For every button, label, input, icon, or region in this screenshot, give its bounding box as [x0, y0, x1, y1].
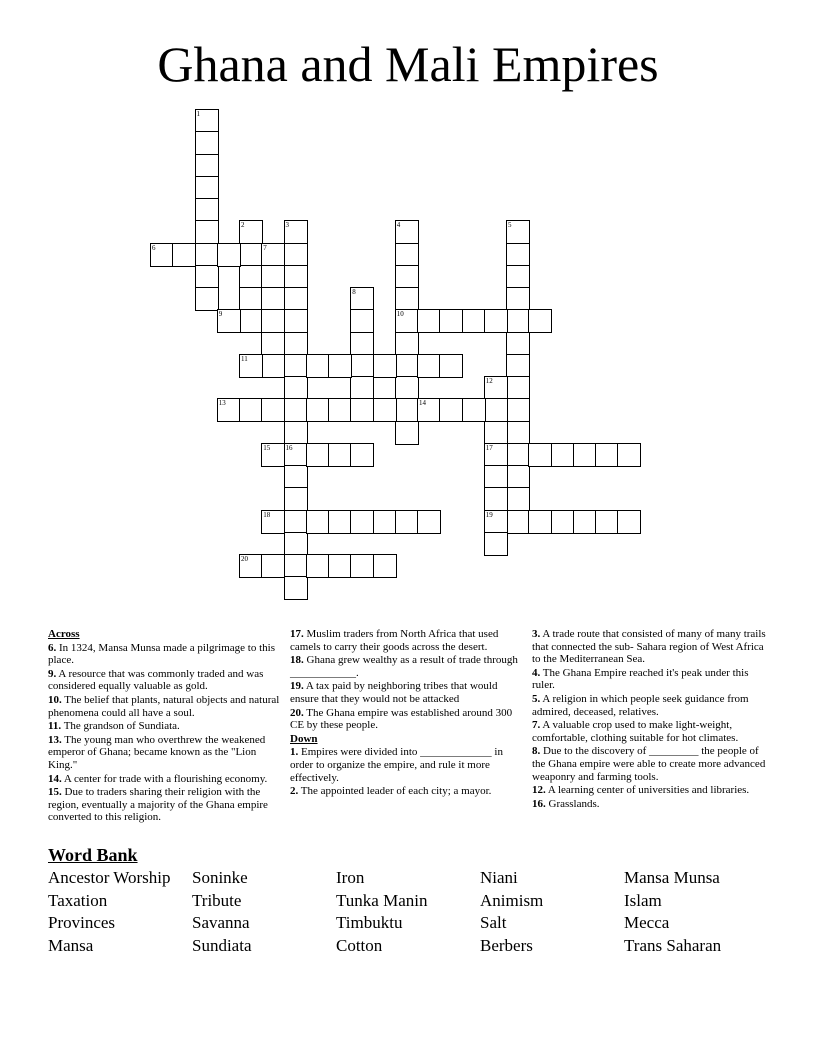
clue	[290, 707, 522, 732]
crossword-cell[interactable]	[484, 510, 508, 534]
word-bank-word: Tribute	[192, 890, 242, 910]
clue-number: 7	[263, 243, 267, 252]
crossword-cell[interactable]	[239, 265, 263, 289]
crossword-cell[interactable]	[261, 510, 285, 534]
clue	[532, 784, 772, 797]
clue-num: 9.	[48, 667, 57, 680]
clue-text: A religion in which people seek guidance from admired, deceased, relatives.	[532, 692, 749, 718]
word-bank-word: Mansa	[48, 935, 94, 955]
crossword-cell[interactable]	[217, 243, 241, 267]
clue-text: The appointed leader of each city; a mayor.	[298, 785, 492, 798]
word-bank-word: Sundiata	[192, 935, 252, 955]
crossword-cell[interactable]	[284, 332, 308, 356]
crossword-cell[interactable]	[395, 243, 419, 267]
clue	[290, 654, 522, 679]
clue-num: 7.	[532, 719, 541, 732]
clue	[532, 628, 772, 666]
clue-number: 18	[263, 510, 271, 519]
crossword-cell[interactable]	[528, 309, 552, 333]
clue-text: In 1324, Mansa Munsa made a pilgrimage to this place.	[48, 641, 275, 667]
crossword-cell[interactable]	[484, 309, 508, 333]
crossword-cell[interactable]	[261, 287, 285, 311]
clue	[48, 668, 280, 693]
word-bank-word: Soninke	[192, 868, 248, 887]
clue	[48, 720, 280, 733]
clue	[48, 734, 280, 772]
crossword-cell[interactable]	[284, 287, 308, 311]
crossword-cell[interactable]	[484, 421, 508, 445]
crossword-cell[interactable]	[239, 554, 263, 578]
crossword-cell[interactable]	[261, 309, 285, 333]
clue-number: 6	[152, 243, 156, 252]
clue-number: 4	[396, 221, 401, 230]
crossword-cell[interactable]	[373, 354, 397, 378]
crossword-cell[interactable]	[506, 465, 530, 489]
crossword-cell[interactable]	[328, 354, 352, 378]
clue-num: 13.	[48, 733, 62, 746]
clue-num: 2.	[290, 785, 299, 798]
crossword-cell[interactable]	[506, 265, 530, 289]
clue-number: 12	[485, 377, 493, 385]
crossword-cell[interactable]	[306, 554, 330, 578]
clue-text: The Ghana empire was established around 300 CE by these people.	[290, 706, 513, 732]
crossword-cell[interactable]	[506, 421, 530, 445]
clue	[532, 667, 772, 692]
word-bank-word: Islam	[624, 890, 662, 910]
word-bank-word: Taxation	[48, 890, 108, 910]
clue	[48, 694, 280, 719]
clue-text: Muslim traders from North Africa that used camels to carry their goods across the desert.	[290, 628, 499, 653]
clues-column-1	[48, 628, 280, 825]
crossword-cell[interactable]	[284, 354, 308, 378]
crossword-cell[interactable]	[284, 443, 308, 467]
clue	[532, 798, 772, 811]
clue-num: 10.	[48, 693, 62, 706]
crossword-cell[interactable]	[506, 287, 530, 311]
clue-text: The belief that plants, natural objects and natural phenomena could all have a soul.	[48, 693, 280, 719]
across-heading: Across	[48, 628, 80, 640]
crossword-cell[interactable]	[284, 309, 308, 333]
crossword-cell[interactable]	[395, 287, 419, 311]
clue-text: Due to the discovery of _________ the people of the Ghana empire were able to create more advanced weaponry and farming tools.	[532, 745, 766, 783]
crossword-cell[interactable]	[328, 554, 352, 578]
puzzle-title: Ghana and Mali Empires	[157, 36, 659, 92]
crossword-cell[interactable]	[395, 421, 419, 445]
clue-text: A resource that was commonly traded and was considered equally valuable as gold.	[48, 667, 264, 693]
crossword-cell[interactable]	[261, 443, 285, 467]
crossword-cell[interactable]	[195, 154, 219, 178]
crossword-cell[interactable]	[306, 443, 330, 467]
crossword-cell[interactable]	[195, 198, 219, 222]
crossword-cell[interactable]	[284, 465, 308, 489]
crossword-cell[interactable]	[395, 376, 419, 400]
clue-num: 8.	[532, 745, 541, 758]
clue-text: Grasslands.	[545, 797, 600, 810]
crossword-cell[interactable]	[373, 398, 397, 422]
crossword-cell[interactable]	[462, 309, 486, 333]
crossword-cell[interactable]	[328, 443, 352, 467]
word-bank-word: Mecca	[624, 913, 670, 933]
clue-num: 6.	[48, 641, 57, 654]
clue	[532, 719, 772, 744]
crossword-cell[interactable]	[284, 376, 308, 400]
word-bank-column	[192, 867, 252, 957]
clue	[48, 773, 280, 786]
clues-column-2	[290, 628, 522, 799]
word-bank-word: Berbers	[480, 935, 533, 955]
crossword-cell[interactable]	[350, 332, 374, 356]
crossword-cell[interactable]	[373, 554, 397, 578]
clue-num: 12.	[532, 784, 546, 797]
crossword-cell[interactable]	[617, 443, 641, 467]
word-bank-word: Cotton	[336, 935, 383, 955]
word-bank-word: Tunka Manin	[336, 890, 428, 910]
word-bank-title: Word Bank	[48, 845, 138, 865]
crossword-cell[interactable]	[506, 309, 530, 333]
clue-number: 5	[508, 221, 512, 230]
crossword-cell[interactable]	[306, 354, 330, 378]
crossword-cell[interactable]	[350, 398, 374, 422]
crossword-cell[interactable]	[195, 176, 219, 200]
crossword-cell[interactable]	[551, 510, 575, 534]
clues-column-3	[532, 628, 772, 811]
crossword-cell[interactable]	[350, 443, 374, 467]
crossword-cell[interactable]	[595, 443, 619, 467]
crossword-cell[interactable]	[395, 332, 419, 356]
crossword-cell[interactable]	[261, 265, 285, 289]
crossword-cell[interactable]	[350, 354, 374, 378]
clue-number: 20	[241, 555, 248, 563]
crossword-cell[interactable]	[239, 398, 263, 422]
clue-number: 19	[485, 510, 493, 519]
crossword-cell[interactable]	[261, 354, 285, 378]
crossword-cell[interactable]	[551, 443, 575, 467]
clue	[532, 745, 772, 783]
clue-num: 1.	[290, 746, 299, 759]
crossword-cell[interactable]	[261, 332, 285, 356]
clue-number: 9	[218, 310, 223, 319]
crossword-cell[interactable]	[395, 398, 419, 422]
crossword-cell[interactable]	[350, 510, 374, 534]
clue-text: A learning center of universities and libraries.	[545, 784, 750, 797]
crossword-cell[interactable]	[484, 532, 508, 556]
crossword-cell[interactable]	[417, 309, 441, 333]
crossword-cell[interactable]	[573, 443, 597, 467]
clue	[290, 628, 522, 653]
crossword-cell[interactable]	[395, 265, 419, 289]
crossword-cell[interactable]	[484, 443, 508, 467]
crossword-cell[interactable]	[373, 510, 397, 534]
crossword-cell[interactable]	[261, 398, 285, 422]
crossword-cell[interactable]	[284, 532, 308, 556]
crossword-cell[interactable]	[328, 510, 352, 534]
crossword-cell[interactable]	[506, 487, 530, 511]
word-bank-word: Iron	[336, 868, 365, 887]
clue-number: 1	[196, 110, 200, 118]
crossword-cell[interactable]	[484, 398, 508, 422]
crossword-cell[interactable]	[195, 220, 219, 244]
word-bank-word: Trans Saharan	[624, 935, 722, 955]
crossword-cell[interactable]	[306, 398, 330, 422]
crossword-cell[interactable]	[395, 510, 419, 534]
crossword-cell[interactable]	[328, 398, 352, 422]
crossword-cell[interactable]	[195, 131, 219, 155]
crossword-cell[interactable]	[350, 287, 374, 311]
crossword-cell[interactable]	[350, 376, 374, 400]
clue-number: 11	[241, 354, 248, 363]
clue-number: 3	[285, 221, 289, 230]
clue-num: 16.	[532, 797, 546, 810]
crossword-cell[interactable]	[395, 220, 419, 244]
word-bank-column	[336, 867, 427, 957]
crossword-cell[interactable]	[239, 243, 263, 267]
crossword-cell[interactable]	[417, 398, 441, 422]
clue-num: 5.	[532, 692, 541, 705]
crossword-cell[interactable]	[284, 510, 308, 534]
crossword-cell[interactable]	[172, 243, 196, 267]
crossword-cell[interactable]	[506, 398, 530, 422]
down-heading: Down	[290, 732, 318, 745]
clue	[48, 642, 280, 667]
crossword-cell[interactable]	[261, 554, 285, 578]
clue	[290, 680, 522, 705]
crossword-cell[interactable]	[350, 554, 374, 578]
crossword-cell[interactable]	[284, 576, 308, 600]
crossword-cell[interactable]	[195, 109, 219, 133]
word-bank-column	[624, 867, 721, 957]
crossword-cell[interactable]	[484, 465, 508, 489]
crossword-cell[interactable]	[439, 309, 463, 333]
crossword-cell[interactable]	[395, 354, 419, 378]
crossword-cell[interactable]	[284, 554, 308, 578]
clue-text: The grandson of Sundiata.	[61, 720, 180, 733]
clue-number: 8	[352, 288, 356, 296]
crossword-cell[interactable]	[284, 243, 308, 267]
crossword-cell[interactable]	[284, 220, 308, 244]
crossword-cell[interactable]	[506, 354, 530, 378]
word-bank-column	[480, 867, 543, 957]
clue-num: 4.	[532, 666, 541, 679]
clue-text: Ghana grew wealthy as a result of trade through ____________.	[290, 654, 518, 679]
clue-number: 13	[218, 399, 226, 408]
word-bank-column	[48, 867, 171, 957]
crossword-cell[interactable]	[284, 487, 308, 511]
clue	[290, 746, 522, 784]
crossword-cell[interactable]	[506, 220, 530, 244]
clue	[532, 693, 772, 718]
crossword-cell[interactable]	[484, 487, 508, 511]
word-bank-word: Niani	[480, 868, 518, 887]
crossword-cell[interactable]	[284, 421, 308, 445]
clue-number: 15	[263, 443, 271, 452]
crossword-cell[interactable]	[239, 220, 263, 244]
crossword-cell[interactable]	[528, 510, 552, 534]
crossword-cell[interactable]	[484, 376, 508, 400]
word-bank-word: Provinces	[48, 913, 116, 933]
clue-num: 14.	[48, 772, 62, 785]
clue-num: 3.	[532, 628, 541, 640]
crossword-cell[interactable]	[306, 510, 330, 534]
clue-num: 19.	[290, 680, 304, 693]
clue-text: Empires were divided into _____________ in order to organize the empire, and rule it more effectively.	[290, 746, 503, 784]
crossword-cell[interactable]	[239, 309, 263, 333]
word-bank-word: Timbuktu	[336, 913, 403, 933]
crossword-cell[interactable]	[439, 354, 463, 378]
crossword-cell[interactable]	[150, 243, 174, 267]
crossword-cell[interactable]	[284, 265, 308, 289]
clue-text: A valuable crop used to make light-weight, comfortable, clothing suitable for hot climates.	[532, 719, 739, 744]
crossword-cell[interactable]	[617, 510, 641, 534]
crossword-cell[interactable]	[417, 354, 441, 378]
crossword-cell[interactable]	[195, 287, 219, 311]
crossword-cell[interactable]	[350, 309, 374, 333]
crossword-cell[interactable]	[595, 510, 619, 534]
word-bank-word: Salt	[480, 913, 507, 933]
crossword-cell[interactable]	[284, 398, 308, 422]
clue-text: A center for trade with a flourishing economy.	[61, 772, 268, 785]
clue-text: Due to traders sharing their religion with the region, eventually a majority of the Ghana empire converted to this religion.	[48, 786, 268, 824]
crossword-cell[interactable]	[261, 243, 285, 267]
crossword-cell[interactable]	[506, 376, 530, 400]
crossword-cell[interactable]	[506, 443, 530, 467]
clue-number: 16	[285, 443, 293, 452]
crossword-cell[interactable]	[239, 287, 263, 311]
clue-num: 18.	[290, 654, 304, 667]
clue-text: The Ghana Empire reached it's peak under this ruler.	[532, 666, 749, 692]
clue-text: A tax paid by neighboring tribes that would ensure that they would not be attacked	[290, 680, 498, 705]
crossword-cell[interactable]	[506, 510, 530, 534]
clue	[48, 786, 280, 824]
crossword-cell[interactable]	[439, 398, 463, 422]
word-bank-word: Savanna	[192, 913, 250, 933]
crossword-cell[interactable]	[195, 243, 219, 267]
crossword-cell[interactable]	[462, 398, 486, 422]
clue	[290, 785, 522, 798]
crossword-cell[interactable]	[195, 265, 219, 289]
crossword-cell[interactable]	[239, 354, 263, 378]
crossword-cell[interactable]	[506, 243, 530, 267]
clue-number: 17	[485, 443, 493, 452]
clue-num: 17.	[290, 628, 304, 640]
clue-number: 2	[241, 221, 245, 230]
crossword-cell[interactable]	[217, 398, 241, 422]
clue-text: The young man who overthrew the weakened emperor of Ghana; became known as the "Lion King."	[48, 733, 266, 771]
word-bank-word: Ancestor Worship	[48, 868, 171, 887]
clue-number: 14	[419, 399, 426, 408]
crossword-cell[interactable]	[395, 309, 419, 333]
crossword-cell[interactable]	[417, 510, 441, 534]
clue-num: 11.	[48, 720, 62, 733]
crossword-cell[interactable]	[506, 332, 530, 356]
clue-num: 20.	[290, 706, 304, 719]
crossword-cell[interactable]	[217, 309, 241, 333]
word-bank-word: Animism	[480, 890, 544, 910]
word-bank-word: Mansa Munsa	[624, 868, 720, 887]
crossword-cell[interactable]	[528, 443, 552, 467]
clue-number: 10	[396, 310, 404, 319]
clue-num: 15.	[48, 786, 62, 799]
crossword-cell[interactable]	[573, 510, 597, 534]
clue-text: A trade route that consisted of many of many trails that connected the sub- Sahara region of West Africa to the Mediterranean Sea.	[532, 628, 766, 666]
